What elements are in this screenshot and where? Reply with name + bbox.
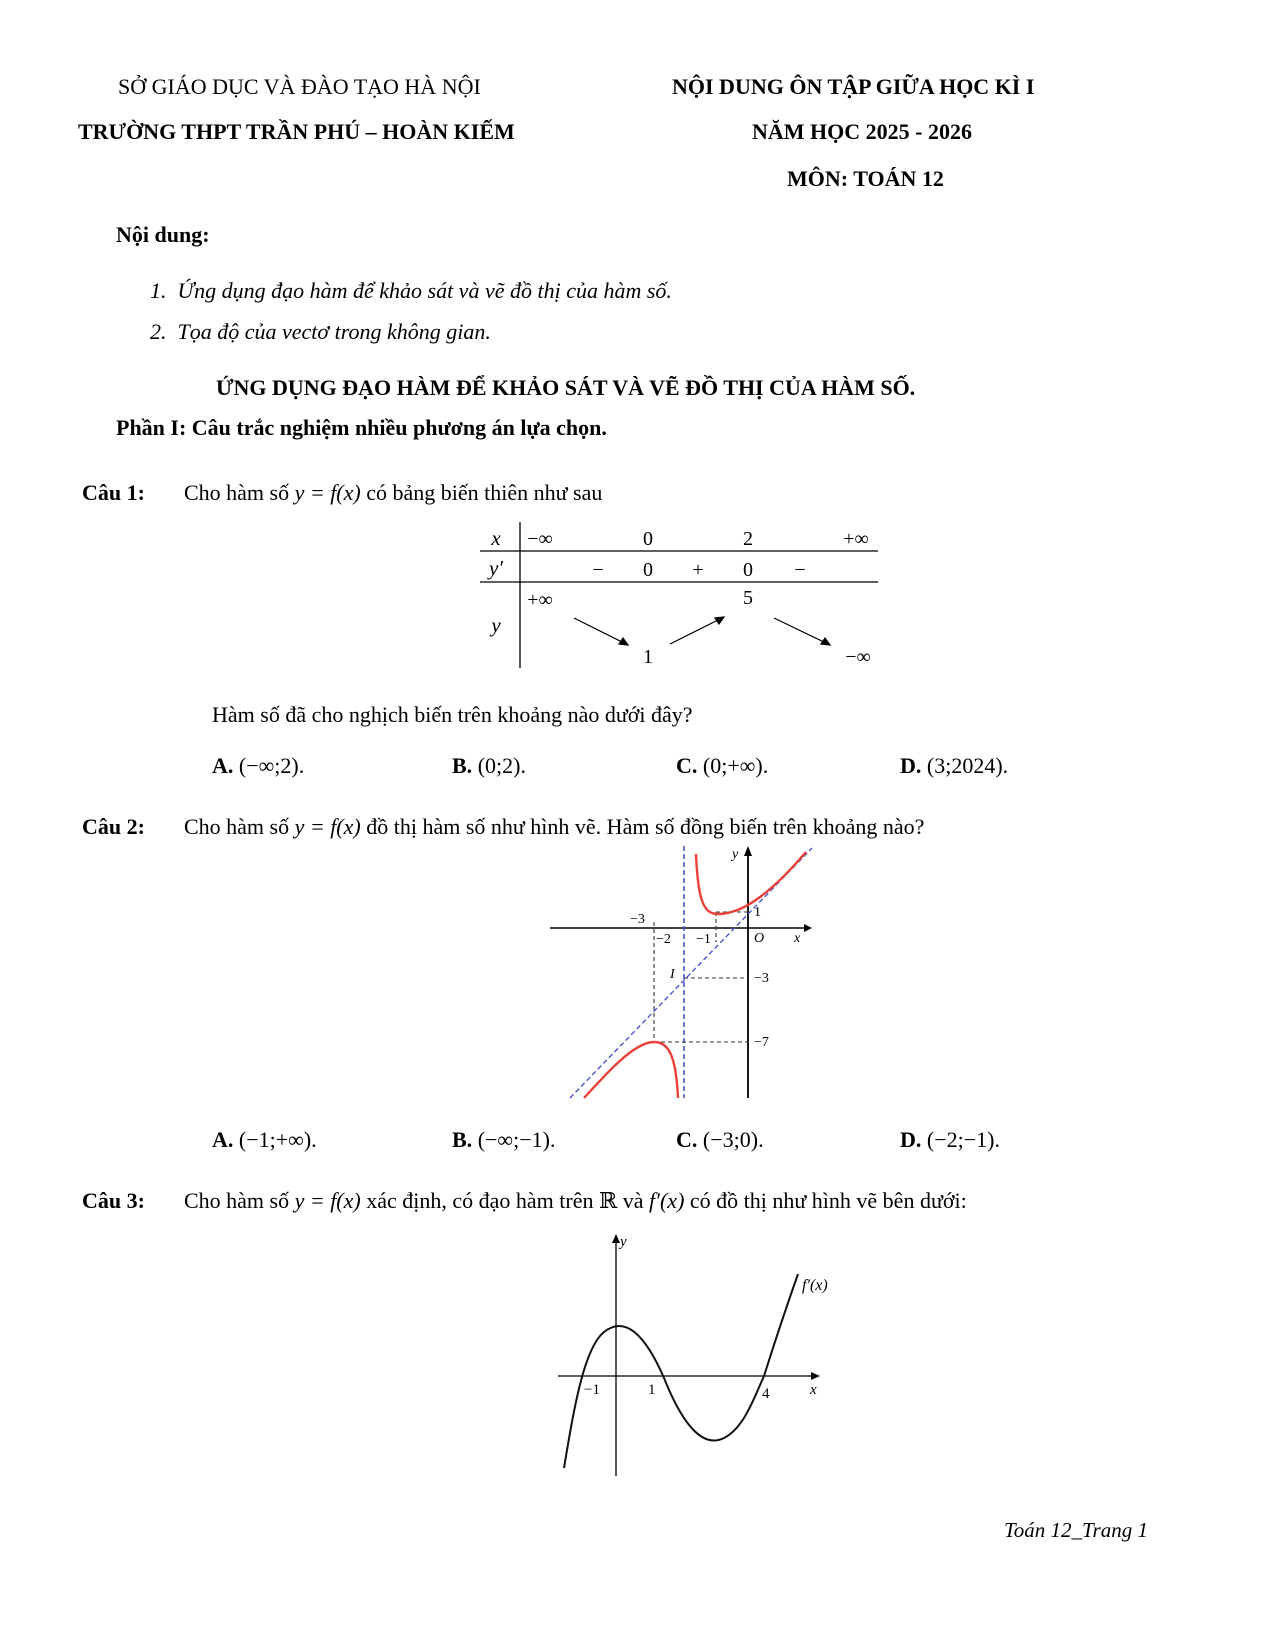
question-text: Cho hàm số	[183, 480, 290, 505]
option-letter: B.	[452, 1127, 473, 1152]
content-item-text: Tọa độ của vectơ trong không gian.	[177, 319, 491, 344]
option-letter: C.	[676, 1127, 698, 1152]
option-value: (−2;−1).	[926, 1127, 1000, 1152]
doc-title: NỘI DUNG ÔN TẬP GIỮA HỌC KÌ I	[672, 74, 1035, 99]
option-value: (3;2024).	[926, 753, 1009, 778]
tick-label: −2	[656, 932, 671, 947]
subject: MÔN: TOÁN 12	[787, 166, 944, 191]
graph-curve-left-branch	[584, 1042, 678, 1098]
question-text: đồ thị hàm số như hình vẽ. Hàm số đồng biến trên khoảng nào?	[366, 814, 925, 839]
table-arrowhead	[821, 638, 830, 645]
graph-curve-right-branch	[696, 852, 806, 914]
option-letter: A.	[212, 753, 234, 778]
question-2-graph	[546, 842, 818, 1102]
y-axis-label: y	[732, 847, 739, 862]
x-axis-label: x	[794, 931, 801, 946]
table-arrow-up	[670, 618, 722, 644]
tick-label: −7	[754, 1035, 769, 1050]
table-yprime-value: 0	[743, 559, 753, 581]
table-x-value: +∞	[843, 528, 869, 550]
y-axis-arrow	[744, 846, 752, 856]
question-3-stem	[82, 1188, 967, 1214]
question-text: có đồ thị như hình vẽ bên dưới:	[689, 1188, 967, 1213]
option-letter: D.	[900, 753, 922, 778]
question-text: Cho hàm số	[183, 814, 290, 839]
point-label: I	[670, 967, 675, 982]
content-item-1	[150, 278, 672, 304]
derivative-curve	[564, 1274, 798, 1468]
option-letter: D.	[900, 1127, 922, 1152]
question-3-graph	[554, 1228, 838, 1480]
question-2-option-c[interactable]	[676, 1127, 764, 1153]
tick-label: 1	[648, 1382, 656, 1398]
question-1-option-a[interactable]	[212, 753, 304, 779]
question-label: Câu 1:	[82, 480, 145, 505]
content-item-2	[150, 319, 491, 345]
table-y-value: +∞	[527, 589, 553, 611]
question-2-stem	[82, 814, 924, 840]
school-year: NĂM HỌC 2025 - 2026	[752, 119, 972, 144]
x-axis-arrow	[804, 924, 812, 932]
function-expression: y = f(x)	[294, 1188, 361, 1213]
tick-label: −1	[584, 1382, 600, 1398]
tick-label: 4	[762, 1386, 770, 1402]
function-expression: y = f(x)	[294, 814, 361, 839]
table-arrowhead	[715, 617, 724, 624]
table-yprime-value: −	[794, 559, 806, 581]
table-x-label: x	[491, 526, 501, 550]
question-text: và	[622, 1188, 644, 1213]
curve-label: f′(x)	[802, 1277, 828, 1294]
origin-label: O	[754, 931, 765, 946]
question-1-option-c[interactable]	[676, 753, 768, 779]
question-text: xác định, có đạo hàm trên	[366, 1188, 594, 1213]
option-letter: A.	[212, 1127, 234, 1152]
content-item-num: 2.	[150, 319, 167, 344]
table-yprime-label: y′	[489, 556, 503, 580]
real-numbers-symbol: ℝ	[598, 1188, 618, 1213]
part-title: Phần I: Câu trắc nghiệm nhiều phương án lựa chọn.	[116, 415, 607, 440]
school-department: SỞ GIÁO DỤC VÀ ĐÀO TẠO HÀ NỘI	[118, 74, 481, 99]
option-value: (−1;+∞).	[238, 1127, 317, 1152]
option-letter: B.	[452, 753, 473, 778]
option-value: (0;+∞).	[702, 753, 769, 778]
content-heading: Nội dung:	[116, 222, 210, 247]
table-y-value: −∞	[845, 646, 871, 668]
table-y-value: 5	[743, 587, 753, 609]
function-expression: y = f(x)	[294, 480, 361, 505]
x-axis-label: x	[810, 1382, 817, 1398]
option-value: (−∞;2).	[238, 753, 305, 778]
x-axis-arrow	[811, 1372, 820, 1380]
variation-table	[476, 518, 881, 673]
table-x-value: −∞	[527, 528, 553, 550]
question-label: Câu 3:	[82, 1188, 145, 1213]
option-letter: C.	[676, 753, 698, 778]
question-1-option-d[interactable]	[900, 753, 1008, 779]
page-footer: Toán 12_Trang 1	[1004, 1518, 1148, 1542]
y-axis-label: y	[620, 1234, 627, 1250]
table-x-value: 2	[743, 528, 753, 550]
derivative-expression: f′(x)	[649, 1188, 685, 1213]
table-y-value: 1	[643, 646, 653, 668]
question-text: Cho hàm số	[183, 1188, 290, 1213]
tick-label: −3	[754, 971, 769, 986]
section-title: ỨNG DỤNG ĐẠO HÀM ĐỂ KHẢO SÁT VÀ VẼ ĐỒ THỊ CỦA HÀM SỐ.	[216, 375, 916, 400]
question-2-option-a[interactable]	[212, 1127, 317, 1153]
table-arrow-down	[774, 618, 828, 644]
y-axis-arrow	[612, 1234, 620, 1243]
option-value: (0;2).	[477, 753, 526, 778]
question-text: có bảng biến thiên như sau	[366, 480, 603, 505]
table-yprime-value: +	[692, 559, 704, 581]
table-y-label: y	[491, 613, 501, 637]
table-yprime-value: 0	[643, 559, 653, 581]
table-arrow-down	[574, 618, 626, 644]
option-value: (−∞;−1).	[477, 1127, 556, 1152]
table-arrowhead	[619, 638, 628, 645]
question-1-prompt: Hàm số đã cho nghịch biến trên khoảng nào dưới đây?	[212, 702, 693, 727]
question-1-option-b[interactable]	[452, 753, 526, 779]
content-item-text: Ứng dụng đạo hàm để khảo sát và vẽ đồ thị của hàm số.	[177, 278, 672, 303]
content-item-num: 1.	[150, 278, 167, 303]
table-x-value: 0	[643, 528, 653, 550]
school-name: TRƯỜNG THPT TRẦN PHÚ – HOÀN KIẾM	[78, 119, 515, 144]
question-1-stem	[82, 480, 602, 506]
tick-label: −1	[696, 932, 711, 947]
table-yprime-value: −	[592, 559, 604, 581]
option-value: (−3;0).	[702, 1127, 764, 1152]
question-label: Câu 2:	[82, 814, 145, 839]
tick-label: −3	[630, 912, 645, 927]
tick-label: 1	[754, 905, 761, 920]
question-2-option-b[interactable]	[452, 1127, 555, 1153]
question-2-option-d[interactable]	[900, 1127, 1000, 1153]
